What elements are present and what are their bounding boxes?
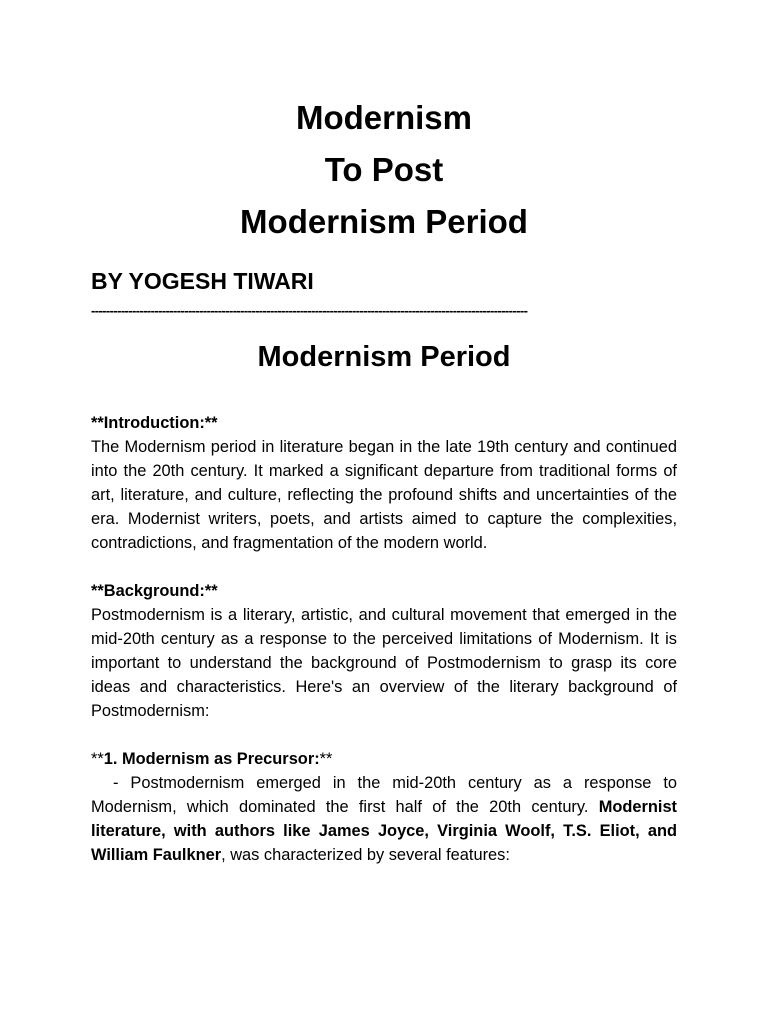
precursor-label-prefix: **: [91, 750, 104, 768]
author-byline: BY YOGESH TIWARI: [91, 268, 314, 294]
title-line-2: To Post: [324, 151, 444, 188]
precursor-text-end: , was characterized by several features:: [221, 846, 510, 864]
background-label: **Background:**: [91, 582, 218, 600]
precursor-text-start: - Postmodernism emerged in the mid-20th century as a response to Modernism, which dominated the first half of the 20th century.: [91, 774, 677, 816]
precursor-label-bold: 1. Modernism as Precursor:: [103, 750, 320, 768]
precursor-text-bold: Modernist literature, with authors like James Joyce, Virginia Woolf, T.S. Eliot, and William Faulkner: [91, 798, 678, 864]
precursor-paragraph: [91, 747, 677, 867]
document-title: [0, 92, 768, 248]
precursor-label: [91, 747, 677, 771]
intro-text: The Modernism period in literature began in the late 19th century and continued into the 20th century. It marked a significant departure from traditional forms of art, literature, and culture, reflecting the profound shifts and uncertainties of the era. Modernist writers, poets, and artists aimed to capture the complexities, contradictions, and fragmentation of the modern world.: [91, 438, 677, 552]
background-paragraph: [91, 579, 677, 723]
precursor-label-suffix: **: [319, 750, 333, 768]
body-text: [91, 411, 677, 891]
title-line-1: Modernism: [295, 99, 473, 136]
section-heading: Modernism Period: [257, 341, 511, 373]
dashed-rule: ---------------------------------------------------------------------------------------------------------------------: [91, 304, 528, 318]
intro-label: **Introduction:**: [91, 414, 218, 432]
background-text: Postmodernism is a literary, artistic, and cultural movement that emerged in the mid-20th century as a response to the perceived limitations of Modernism. It is important to understand the background of Postmodernism to grasp its core ideas and characteristics. Here's an overview of the literary background of Postmodernism:: [91, 606, 677, 720]
precursor-text: [91, 771, 677, 867]
title-line-3: Modernism Period: [240, 203, 528, 240]
intro-paragraph: [91, 411, 677, 555]
